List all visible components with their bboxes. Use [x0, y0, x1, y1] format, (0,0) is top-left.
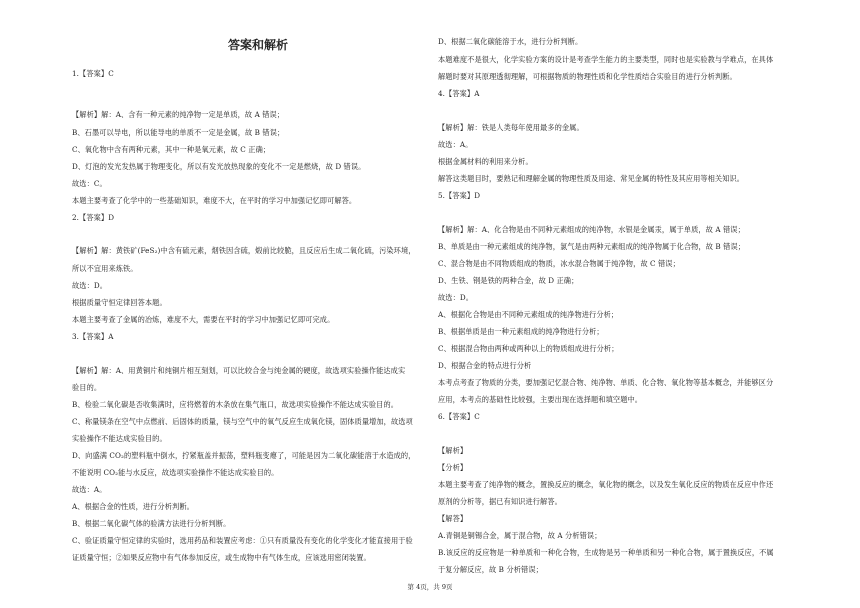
text-line: 本题难度不是很大，化学实验方案的设计是考查学生能力的主要类型，同时也是实验教与学难点，在具体 — [438, 55, 774, 64]
text-line: A、根据化合物是由不同种元素组成的纯净物进行分析； — [438, 310, 619, 319]
answer-4-heading: 4.【答案】A — [438, 89, 480, 98]
text-line: 证质量守恒；②如果反应物中有气体参加反应，或生成物中有气体生成，应该选用密闭装置。 — [72, 553, 371, 562]
text-line: D、根据二氧化碳能溶于水，进行分析判断。 — [438, 37, 583, 46]
text-line: 所以不宜用来炼铁。 — [72, 264, 138, 273]
text-line: 于复分解反应，故 B 分析错误； — [438, 565, 543, 574]
text-line: B、单质是由一种元素组成的纯净物，氯气是由两种元素组成的纯净物属于化合物，故 B 错误； — [438, 242, 746, 251]
text-line: 本题主要考查了金属的冶炼，难度不大，需要在平时的学习中加强记忆即可完成。 — [72, 315, 335, 324]
text-line: 根据质量守恒定律回答本题。 — [72, 298, 167, 307]
text-line: 故选：A。 — [438, 140, 473, 149]
text-line: 本题主要考查了纯净物的概念，置换反应的概念，氧化物的概念，以及发生氧化反应的物质在反应中作还 — [438, 480, 774, 489]
text-line: B、根据单质是由一种元素组成的纯净物进行分析； — [438, 327, 604, 336]
text-line: C、混合物是由不同物质组成的物质，冰水混合物属于纯净物，故 C 错误； — [438, 259, 680, 268]
text-line: D、根据合金的特点进行分析 — [438, 361, 532, 370]
text-line: 【解析】解：A、化合物是由不同种元素组成的纯净物，水银是金属汞，属于单质，故 A 错误； — [438, 225, 745, 234]
text-line: 【解析】解：A、用黄铜片和纯铜片相互刻划，可以比较合金与纯金属的硬度，故选项实验操作能达成实 — [72, 366, 406, 375]
text-line: 故选：C。 — [72, 179, 107, 188]
answer-5-heading: 5.【答案】D — [438, 191, 481, 200]
text-line: 不能说明 CO₂能与水反应，故选项实验操作不能达成实验目的。 — [72, 468, 279, 477]
answer-1-heading: 1.【答案】C — [72, 69, 114, 78]
text-line: D、生铁、钢是铁的两种合金，故 D 正确； — [438, 276, 579, 285]
page-footer: 第 4页，共 9页 — [407, 583, 453, 591]
text-line: 【解答】 — [438, 514, 468, 523]
text-line: 应用，本考点的基础性比较强，主要出现在选择题和填空题中。 — [438, 395, 643, 404]
text-line: 本考点考查了物质的分类，要加强记忆混合物、纯净物、单质、化合物、氧化物等基本概念，并能够区分 — [438, 378, 774, 387]
text-line: D、向盛满 CO₂的塑料瓶中倒水，拧紧瓶盖并振荡，塑料瓶变瘪了，可能是因为二氧化碳能溶于水造成的， — [72, 451, 416, 460]
text-line: B、检验二氧化碳是否收集满时，应将燃着的木条放在集气瓶口，故选项实验操作不能达成实验目的。 — [72, 400, 399, 409]
answer-3-heading: 3.【答案】A — [72, 332, 114, 341]
text-line: 故选：A。 — [72, 485, 107, 494]
text-line: 【解析】解：黄铁矿(FeS₂)中含有硫元素，烟铁因含硫，煅前比较脆，且反应后生成二氧化硫，污染环境， — [72, 246, 416, 255]
text-line: 解题时要对其原理透彻理解，可根据物质的物理性质和化学性质结合实验目的进行分析判断。 — [438, 72, 737, 81]
text-line: 【解析】 — [438, 446, 468, 455]
text-line: B、根据二氧化碳气体的验满方法进行分析判断。 — [72, 519, 231, 528]
text-line: A、根据合金的性质，进行分析判断。 — [72, 502, 194, 511]
text-line: B.该反应的反应物是一种单质和一种化合物，生成物是另一种单质和另一种化合物，属于置换反应，不属 — [438, 548, 774, 557]
text-line: 【分析】 — [438, 463, 468, 472]
text-line: 原剂的分析等，据已有知识进行解答。 — [438, 497, 562, 506]
text-line: 实验操作不能达成实验目的。 — [72, 434, 167, 443]
text-line: 解答这类题目时，要熟记和理解金属的物理性质及用途、常见金属的特性及其应用等相关知识。 — [438, 174, 745, 183]
text-line: B、石墨可以导电，所以能导电的单质不一定是金属，故 B 错误； — [72, 128, 285, 137]
text-line: 根据金属材料的利用来分析。 — [438, 157, 533, 166]
page-title: 答案和解析 — [228, 38, 289, 52]
text-line: 本题主要考查了化学中的一些基础知识，难度不大，在平时的学习中加强记忆即可解答。 — [72, 196, 357, 205]
text-line: 验目的。 — [72, 383, 102, 392]
text-line: 故选：D。 — [72, 281, 108, 290]
text-line: 【解析】解：铁是人类每年使用最多的金属。 — [438, 123, 584, 132]
text-line: C、氧化物中含有两种元素，其中一种是氧元素，故 C 正确； — [72, 145, 271, 154]
text-line: D、灯泡的发光发热属于物理变化，所以有发光放热现象的变化不一定是燃烧，故 D 错误。 — [72, 162, 366, 171]
text-line: C、根据混合物由两种或两种以上的物质组成进行分析； — [438, 344, 619, 353]
text-line: 故选：D。 — [438, 293, 474, 302]
text-line: C、称量镁条在空气中点燃前、后固体的质量，镁与空气中的氧气反应生成氧化镁，固体质量增加，故选项 — [72, 417, 413, 426]
answer-2-heading: 2.【答案】D — [72, 213, 115, 222]
text-line: C、验证质量守恒定律的实验时，选用药品和装置应考虑：①只有质量没有变化的化学变化才能直接用于验 — [72, 536, 413, 545]
text-line: A.青铜是铜锡合金，属于混合物，故 A 分析错误； — [438, 531, 602, 540]
text-line: 【解析】解：A、含有一种元素的纯净物一定是单质，故 A 错误； — [72, 110, 285, 119]
answer-6-heading: 6.【答案】C — [438, 412, 480, 421]
